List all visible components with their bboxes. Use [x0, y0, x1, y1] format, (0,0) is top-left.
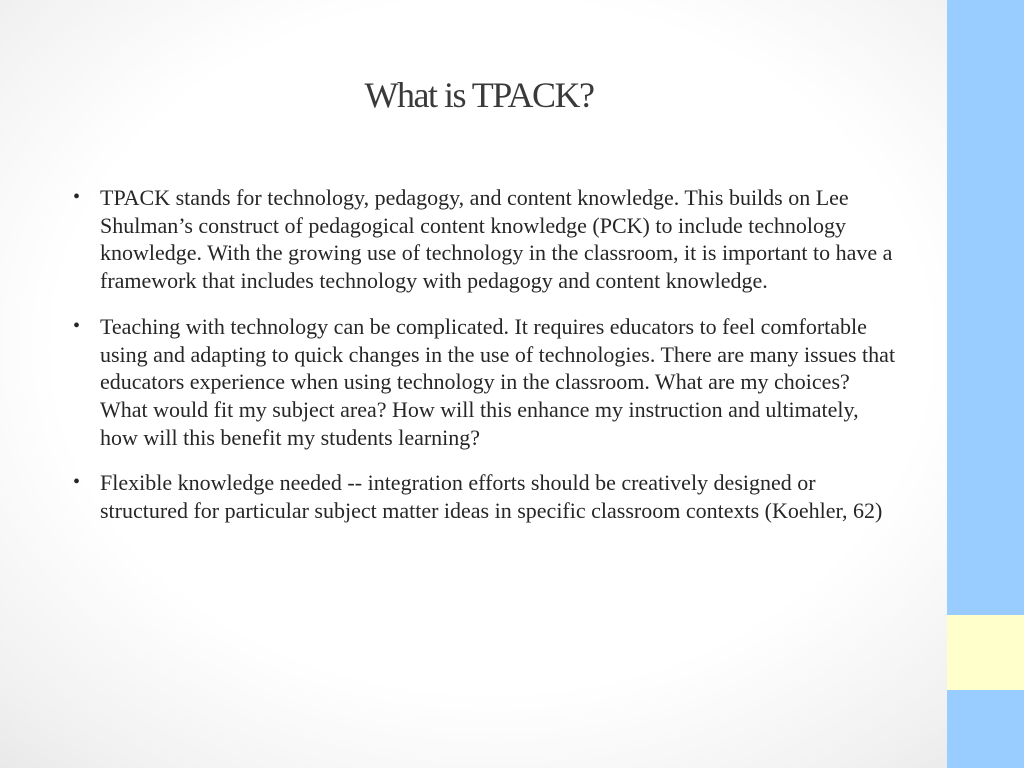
bullet-text: TPACK stands for technology, pedagogy, and content knowledge. This builds on Lee Shulman’s construct of pedagogical content knowledge (PCK) to include technology knowledge. With the growing use of technology in the classroom, it is important to have a framework that includes technology with pedagogy and content knowledge.: [100, 185, 893, 294]
bullet-item-teaching-with-technology: [70, 313, 900, 452]
bullet-list: [70, 184, 900, 543]
bullet-dot-icon: •: [73, 186, 81, 208]
bullet-text: Flexible knowledge needed -- integration efforts should be creatively designed or structured for particular subject matter ideas in specific classroom contexts (Koehler, 62): [100, 470, 883, 524]
bullet-item-tpack-definition: [70, 184, 900, 295]
bullet-text: Teaching with technology can be complicated. It requires educators to feel comfortable using and adapting to quick changes in the use of technologies. There are many issues that educators experience when using technology in the classroom. What are my choices? What would fit my subject area? How will this enhance my instruction and ultimately, how will this benefit my students learning?: [100, 313, 896, 450]
bullet-dot-icon: •: [73, 471, 81, 494]
bullet-item-flexible-knowledge: [70, 469, 900, 524]
side-accent-block: [947, 615, 1024, 690]
bullet-dot-icon: •: [73, 314, 81, 337]
slide-title: What is TPACK?: [364, 75, 594, 115]
